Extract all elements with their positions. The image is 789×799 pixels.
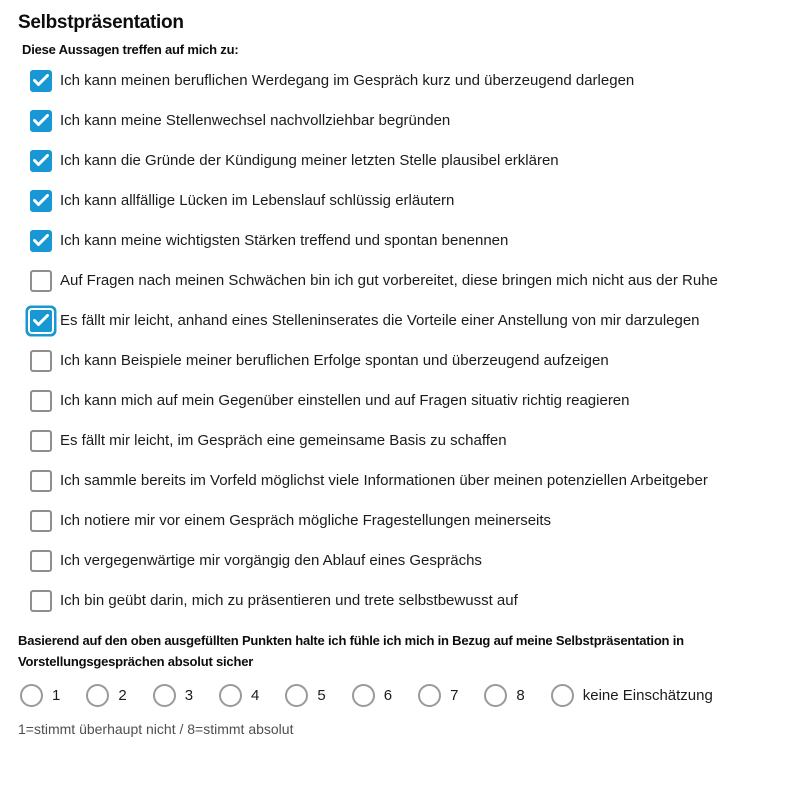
checkmark-icon [33,154,49,167]
statement-label: Ich kann allfällige Lücken im Lebenslauf schlüssig erläutern [60,192,455,209]
statement-row [30,270,771,292]
rating-option [551,684,713,707]
radio-button[interactable] [219,684,242,707]
checkmark-icon [33,234,49,247]
rating-scale [20,684,771,707]
statement-checkbox[interactable] [30,390,52,412]
statement-row [30,190,771,212]
statement-label: Ich kann mich auf mein Gegenüber einstellen und auf Fragen situativ richtig reagieren [60,392,630,409]
statement-row [30,510,771,532]
statement-label: Ich kann meine Stellenwechsel nachvollziehbar begründen [60,112,451,129]
statement-checkbox[interactable] [30,550,52,572]
section-subtitle: Diese Aussagen treffen auf mich zu: [22,42,239,57]
rating-option-label[interactable]: 3 [184,687,194,704]
statement-label: Ich kann meine wichtigsten Stärken treffend und spontan benennen [60,232,509,249]
checkmark-icon [33,194,49,207]
statement-checkbox[interactable] [30,350,52,372]
rating-option-label[interactable]: 8 [516,687,525,704]
checkmark-icon [33,114,49,127]
statement-checkbox[interactable] [30,310,52,332]
statement-checkbox[interactable] [30,470,52,492]
rating-question: Basierend auf den oben ausgefüllten Punkten halte ich fühle ich mich in Bezug auf meine Selbstpräsentation in Vorstellungsgesprächen absolut sicher [18,633,684,669]
statement-label: Es fällt mir leicht, im Gespräch eine gemeinsame Basis zu schaffen [60,432,507,449]
statement-row [30,550,771,572]
statement-checkbox[interactable] [30,510,52,532]
statement-list [30,70,771,612]
statement-row [30,110,771,132]
statement-checkbox[interactable] [30,270,52,292]
rating-option [285,684,325,707]
radio-button[interactable] [153,684,176,707]
radio-button[interactable] [20,684,43,707]
statement-label: Es fällt mir leicht, anhand eines Stelleninserates die Vorteile einer Anstellung von mir darzulegen [60,312,700,329]
radio-button[interactable] [418,684,441,707]
statement-label: Ich sammle bereits im Vorfeld möglichst viele Informationen über meinen potenziellen Arbeitgeber [60,472,708,489]
radio-button[interactable] [484,684,507,707]
checkmark-icon [33,314,49,327]
page-title: Selbstpräsentation [18,12,184,33]
rating-option [153,684,193,707]
rating-option [86,684,126,707]
statement-label: Ich kann die Gründe der Kündigung meiner letzten Stelle plausibel erklären [60,152,559,169]
statement-label: Ich bin geübt darin, mich zu präsentieren und trete selbstbewusst auf [60,592,518,609]
rating-option-label[interactable]: 1 [52,687,61,704]
statement-checkbox[interactable] [30,190,52,212]
statement-row [30,230,771,252]
radio-button[interactable] [86,684,109,707]
statement-row [30,70,771,92]
statement-row [30,350,771,372]
statement-checkbox[interactable] [30,230,52,252]
statement-checkbox[interactable] [30,150,52,172]
statement-label: Ich kann Beispiele meiner beruflichen Erfolge spontan und überzeugend aufzeigen [60,352,609,369]
statement-row [30,470,771,492]
statement-row [30,150,771,172]
rating-option [418,684,458,707]
rating-option-label[interactable]: 6 [383,687,393,704]
radio-button[interactable] [352,684,375,707]
statement-checkbox[interactable] [30,110,52,132]
statement-label: Ich vergegenwärtige mir vorgängig den Ablauf eines Gesprächs [60,552,482,569]
rating-option-label[interactable]: 2 [118,687,127,704]
statement-row [30,390,771,412]
statement-label: Ich notiere mir vor einem Gespräch mögliche Fragestellungen meinerseits [60,512,552,529]
scale-note: 1=stimmt überhaupt nicht / 8=stimmt absolut [18,721,294,737]
rating-option-label[interactable]: 4 [251,687,260,704]
statement-checkbox[interactable] [30,430,52,452]
rating-option [219,684,259,707]
rating-option [352,684,392,707]
radio-button[interactable] [551,684,574,707]
statement-row [30,430,771,452]
statement-checkbox[interactable] [30,70,52,92]
statement-row [30,310,771,332]
checkmark-icon [33,74,49,87]
rating-option [484,684,524,707]
statement-checkbox[interactable] [30,590,52,612]
rating-option-label[interactable]: keine Einschätzung [582,687,713,704]
rating-option-label[interactable]: 7 [450,687,459,704]
rating-option-label[interactable]: 5 [317,687,326,704]
statement-row [30,590,771,612]
statement-label: Auf Fragen nach meinen Schwächen bin ich gut vorbereitet, diese bringen mich nicht aus der Ruhe [60,272,718,289]
radio-button[interactable] [285,684,308,707]
rating-option [20,684,60,707]
statement-label: Ich kann meinen beruflichen Werdegang im Gespräch kurz und überzeugend darlegen [60,72,635,89]
